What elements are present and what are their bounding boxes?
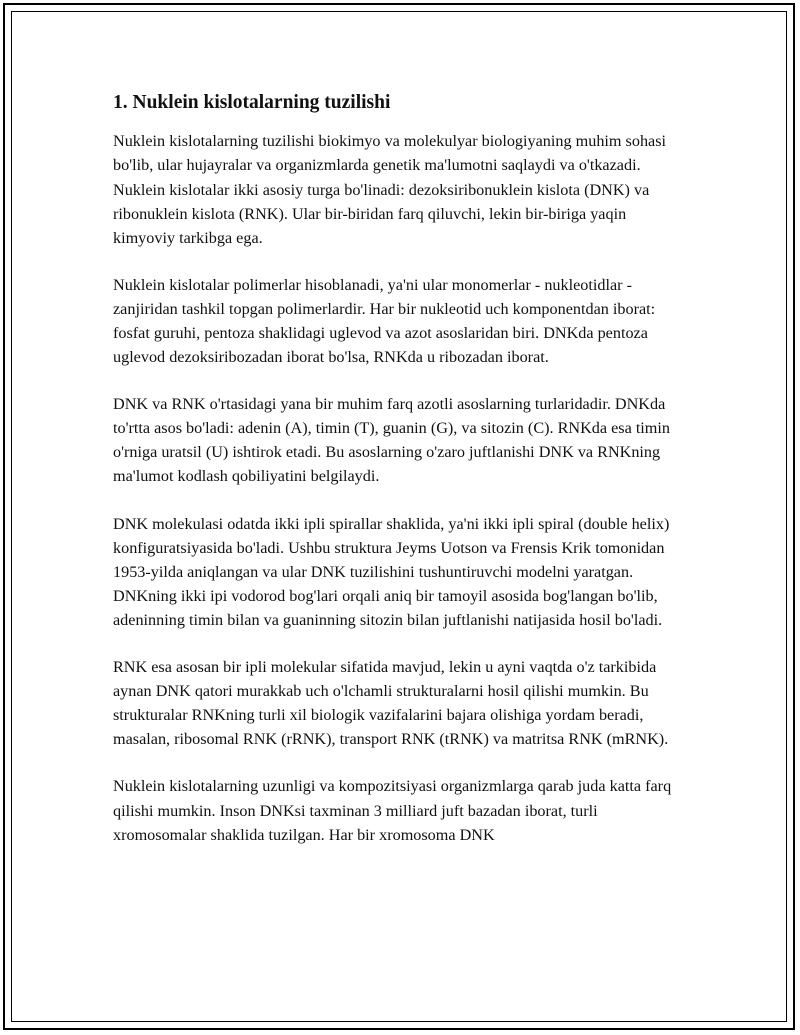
paragraph-double-helix: DNK molekulasi odatda ikki ipli spirallar shaklida, ya'ni ikki ipli spiral (double helix) konfiguratsiyasida bo'ladi. Ushbu struktura Jeyms Uotson va Frensis Krik tomonidan 1953-yilda aniqlangan va ular DNK tuzilishini tushuntiruvchi modelni yaratgan. DNKning ikki ipi vodorod bog'lari orqali aniq bir tamoyil asosida bog'langan bo'lib, adeninning timin bilan va guaninning sitozin bilan juftlanishi natijasida hosil bo'ladi. xyxy=(113,514,670,629)
document-title: 1. Nuklein kislotalarning tuzilishi xyxy=(113,92,391,113)
paragraph-length: Nuklein kislotalarning uzunligi va kompozitsiyasi organizmlarga qarab juda katta farq qilishi mumkin. Inson DNKsi taxminan 3 milliard juft bazadan iborat, turli xromosomalar shaklida tuzilgan. Har bir xromosoma DNK xyxy=(113,777,672,844)
paragraph-polymers: Nuklein kislotalar polimerlar hisoblanadi, ya'ni ular monomerlar - nukleotidlar - zanjiridan tashkil topgan polimerlardir. Har bir nukleotid uch komponentdan iborat: fosfat guruhi, pentoza shaklidagi uglevod va azot asoslaridan biri. DNKda pentoza uglevod dezoksiribozadan iborat bo'lsa, RNKda u ribozadan iborat. xyxy=(113,275,656,367)
paragraph-bases: DNK va RNK o'rtasidagi yana bir muhim farq azotli asoslarning turlaridadir. DNKda to'rtta asos bo'ladi: adenin (A), timin (T), guanin (G), va sitozin (C). RNKda esa timin o'rniga uratsil (U) ishtirok etadi. Bu asoslarning o'zaro juftlanishi DNK va RNKning ma'lumot kodlash qobiliyatini belgilaydi. xyxy=(113,395,670,486)
paragraph-rna-structure: RNK esa asosan bir ipli molekular sifatida mavjud, lekin u ayni vaqtda o'z tarkibida aynan DNK qatori murakkab uch o'lchamli strukturalarni hosil qilishi mumkin. Bu strukturalar RNKning turli xil biologik vazifalarini bajara olishiga yordam beradi, masalan, ribosomal RNK (rRNK), transport RNK (tRNK) va matritsa RNK (mRNK). xyxy=(113,658,669,749)
document-body xyxy=(113,90,685,870)
paragraph-intro: Nuklein kislotalarning tuzilishi biokimyo va molekulyar biologiyaning muhim sohasi bo'lib, ular hujayralar va organizmlarda genetik ma'lumotni saqlaydi va o'tkazadi. Nuklein kislotalar ikki asosiy turga bo'linadi: dezoksiribonuklein kislota (DNK) va ribonuklein kislota (RNK). Ular bir-biridan farq qiluvchi, lekin bir-biriga yaqin kimyoviy tarkibga ega. xyxy=(113,132,667,247)
